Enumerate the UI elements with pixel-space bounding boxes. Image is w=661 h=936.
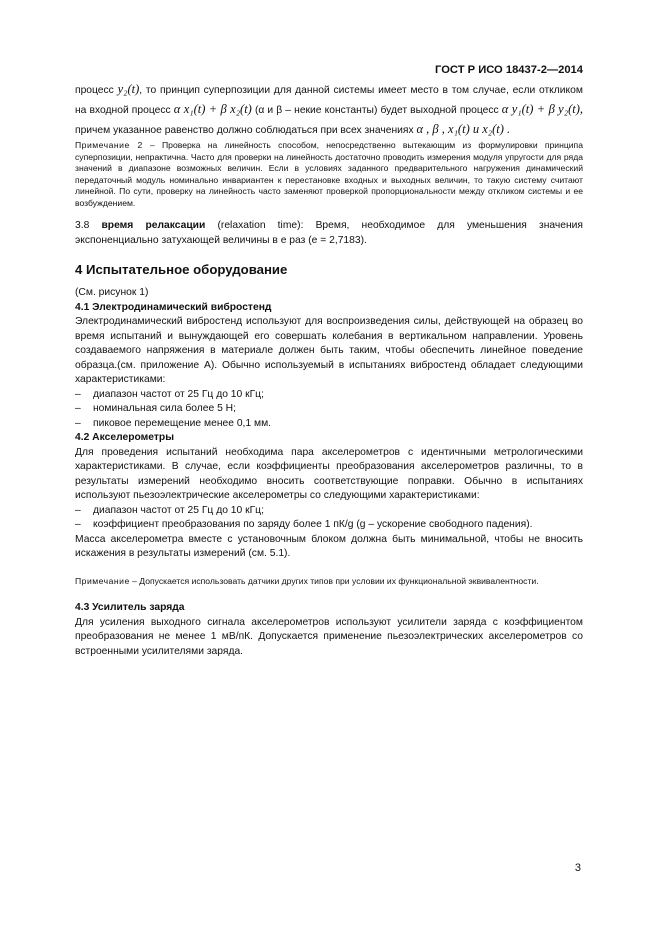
section-4-body (75, 286, 583, 659)
superposition-text (75, 80, 583, 140)
document-code: ГОСТ Р ИСО 18437-2—2014 (435, 64, 583, 76)
definition-3-8 (75, 219, 583, 248)
math-values: α , β , x₁(t) и x₂(t) . (416, 122, 511, 136)
subsection-4-3-title: 4.3 Усилитель заряда (75, 602, 185, 614)
subsection-4-1-text: Электродинамический вибростенд используют для воспроизведения силы, действующей на образец во время испытаний и вынуждающей его совершать колебания в вертикальном направлении. Уровень создаваемого напряжения в материале должен быть таким, чтобы обеспечить линейное поведение образца.(см. приложение А). Обычно используемый в испытаниях вибростенд обладает следующими характеристиками: (75, 316, 583, 385)
subsection-4-2-text-2: Масса акселерометра вместе с установочным блоком должна быть минимальной, чтобы не вносить искажения в результаты измерений (см. 5.1). (75, 533, 583, 559)
section-4-title: 4 Испытательное оборудование (75, 262, 288, 277)
text-fragment: причем указанное равенство должно соблюдаться при всех значениях (75, 125, 414, 136)
definition-term: время релаксации (101, 220, 206, 231)
subsection-4-2-text: Для проведения испытаний необходима пара акселерометров с идентичными метрологическими характеристиками. В случае, если коэффициенты преобразования акселерометров различны, то в результаты измерений необходимо вносить соответствующие поправки. Обычно в испытаниях используют пьезоэлектрические акселерометры со следующими характеристиками: (75, 446, 583, 501)
figure-reference: (См. рисунок 1) (75, 287, 149, 298)
note-label: Примечание 2 (75, 140, 143, 150)
list-item: – диапазон частот от 25 Гц до 10 кГц; (75, 504, 264, 516)
note-text: – Допускается использовать датчики других типов при условии их функциональной эквивалентности. (129, 575, 539, 586)
subsection-4-3-text: Для усиления выходного сигнала акселерометров используют усилители заряда с коэффициентом преобразования не менее 1 мВ/пК. Допускается применение пьезоэлектрических акселерометров со встроенными усилителями заряда. (75, 616, 583, 657)
math-y2: y₂(t) (117, 82, 140, 96)
note-text: – Проверка на линейность способом, непосредственно вытекающим из формулировки принципа суперпозиции, непрактична. Часто для проверки на линейность достаточно проводить измерения модуля упругости для ряда значений в диапазоне возможных величин. Если в условиях заданного предварительного нагружения динамический передаточный модуль номинально инвариантен к перестановке входных и выходных величин, то такую систему считают линейной. По сути, проверку на линейность часто заменяют проверкой пропорциональности между откликом системы и ее возбуждением. (75, 140, 583, 208)
math-output-combination: α y₁(t) + β y₂(t), (501, 102, 583, 116)
text-fragment: процесс (75, 85, 114, 96)
definition-text: (relaxation time): Время, необходимое для уменьшения значения экспоненциально затухающей величины в e раз (e = 2,7183). (75, 220, 583, 246)
text-fragment: (α и β – некие константы) будет выходной процесс (251, 105, 502, 116)
text-fragment: входной процесс (89, 105, 171, 116)
note-2 (75, 140, 583, 210)
text-fragment: , то принцип суперпозиции для данной системы имеет место в том случае, если откликом на (75, 85, 583, 116)
math-input-combination: α x₁(t) + β x₂(t) (173, 102, 252, 116)
subsection-4-2-title: 4.2 Акселерометры (75, 432, 174, 443)
note-label: Примечание (75, 575, 130, 586)
note-4-2 (75, 576, 583, 588)
list-item: – диапазон частот от 25 Гц до 10 кГц; (75, 388, 264, 400)
list-item: – номинальная сила более 5 Н; (75, 403, 236, 414)
subsection-4-1-title: 4.1 Электродинамический вибростенд (75, 301, 272, 313)
list-item: – пиковое перемещение менее 0,1 мм. (75, 417, 272, 429)
definition-number: 3.8 (75, 220, 90, 231)
list-item: – коэффициент преобразования по заряду более 1 пК/g (g – ускорение свободного падения). (75, 519, 533, 530)
page-number: 3 (574, 862, 581, 874)
